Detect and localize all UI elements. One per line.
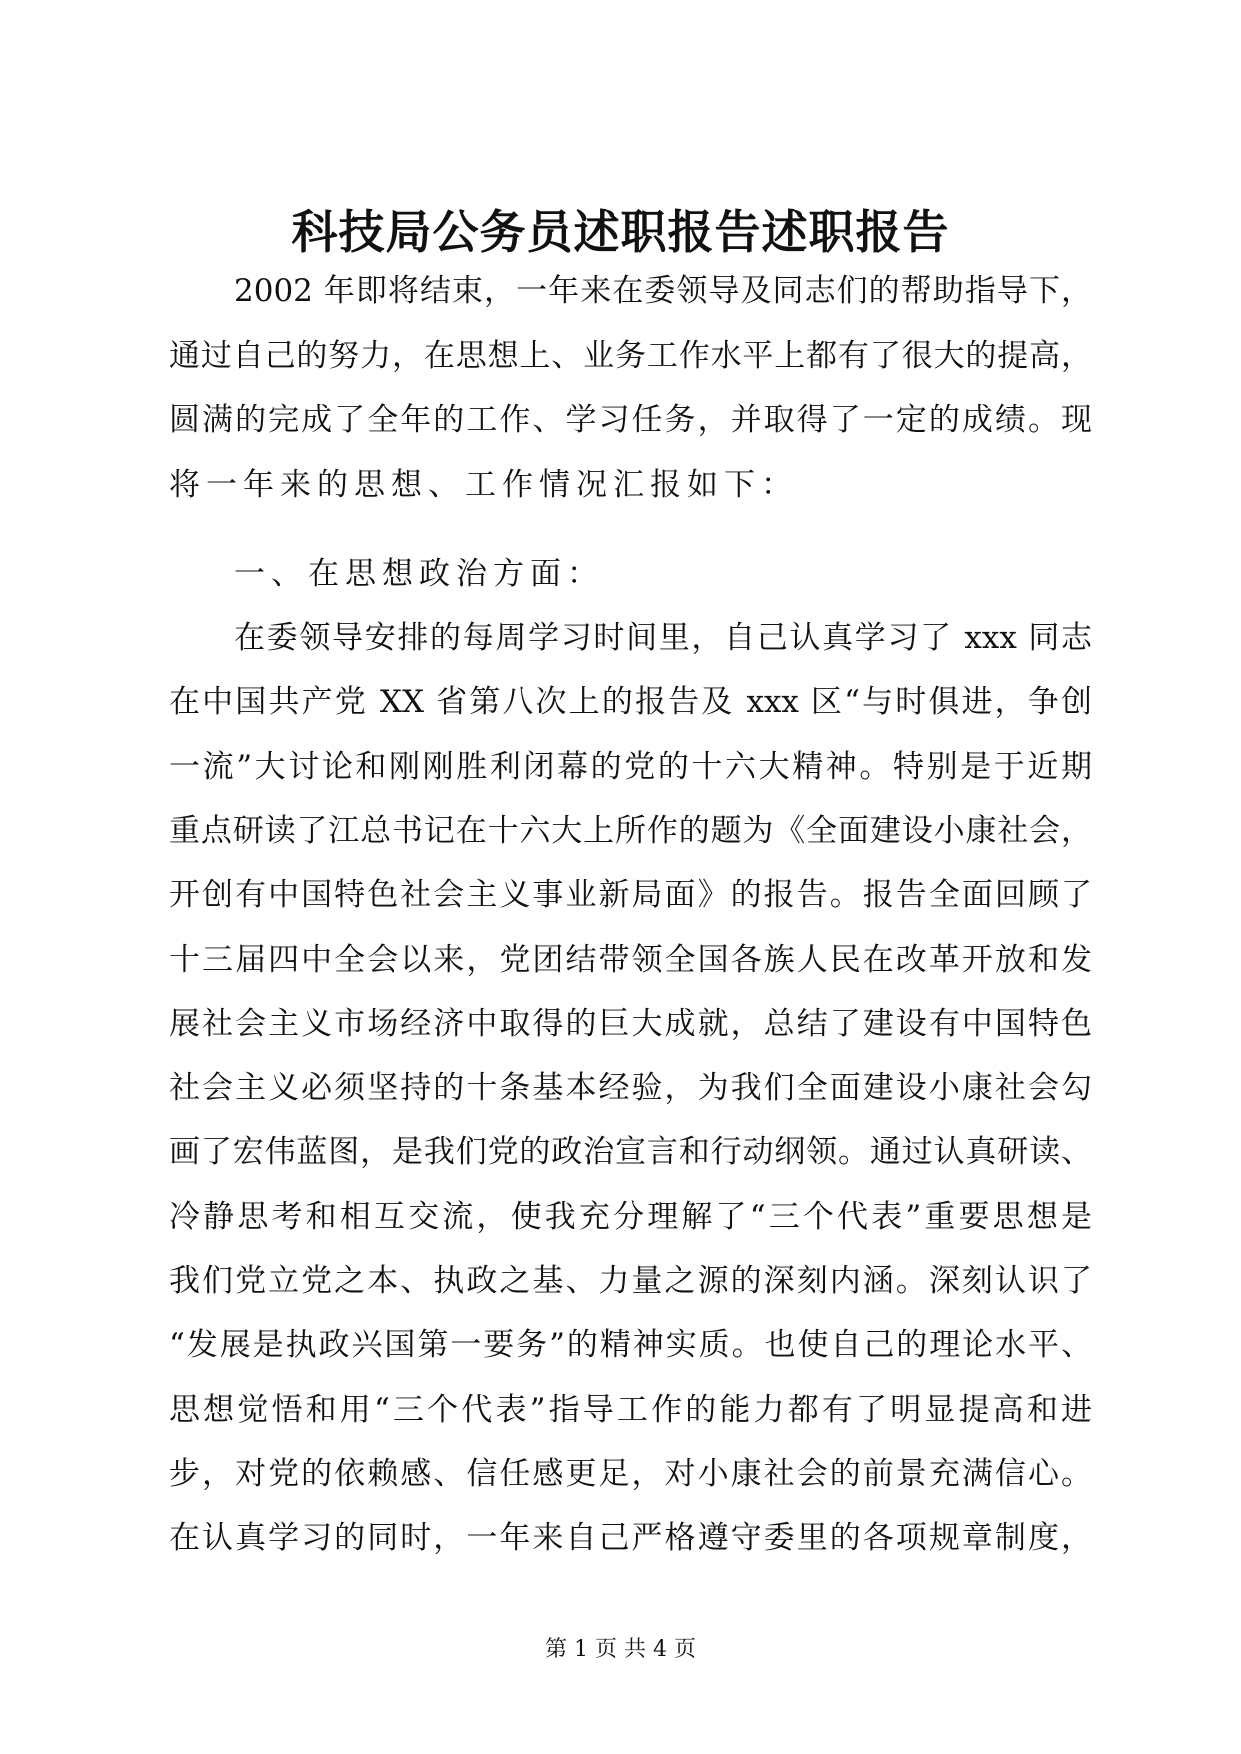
- document-title: 科技局公务员述职报告述职报告: [291, 205, 950, 259]
- paragraph-line: 通过自己的努力，在思想上、业务工作水平上都有了很大的提高，: [169, 338, 1092, 374]
- paragraph-line: 2002 年即将结束，一年来在委领导及同志们的帮助指导下，: [234, 273, 1092, 309]
- paragraph-line: 展社会主义市场经济中取得的巨大成就，总结了建设有中国特色: [169, 1005, 1092, 1042]
- paragraph-line: 一、在思想政治方面：: [234, 556, 604, 592]
- paragraph-line: 思想觉悟和用“三个代表”指导工作的能力都有了明显提高和进: [169, 1391, 1092, 1428]
- paragraph-line: 在认真学习的同时，一年来自己严格遵守委里的各项规章制度，: [169, 1520, 1092, 1557]
- paragraph-line: 一流”大讨论和刚刚胜利闭幕的党的十六大精神。特别是于近期: [169, 748, 1092, 785]
- paragraph-line: 在委领导安排的每周学习时间里，自己认真学习了 xxx 同志: [234, 620, 1092, 656]
- paragraph-line: 将一年来的思想、工作情况汇报如下：: [169, 467, 798, 503]
- paragraph-line: 开创有中国特色社会主义事业新局面》的报告。报告全面回顾了: [169, 877, 1092, 914]
- paragraph-line: 社会主义必须坚持的十条基本经验，为我们全面建设小康社会勾: [169, 1070, 1092, 1107]
- paragraph-line: 重点研读了江总书记在十六大上所作的题为《全面建设小康社会，: [169, 812, 1092, 849]
- paragraph-line: “发展是执政兴国第一要务”的精神实质。也使自己的理论水平、: [169, 1327, 1092, 1364]
- paragraph-line: 步，对党的依赖感、信任感更足，对小康社会的前景充满信心。: [169, 1455, 1092, 1492]
- paragraph-line: 在中国共产党 XX 省第八次上的报告及 xxx 区“与时俱进，争创: [169, 684, 1092, 721]
- page-footer: 第 1 页 共 4 页: [545, 1637, 696, 1662]
- paragraph-line: 十三届四中全会以来，党团结带领全国各族人民在改革开放和发: [169, 941, 1092, 978]
- paragraph-line: 冷静思考和相互交流，使我充分理解了“三个代表”重要思想是: [169, 1198, 1092, 1235]
- paragraph-line: 我们党立党之本、执政之基、力量之源的深刻内涵。深刻认识了: [169, 1263, 1092, 1299]
- paragraph-line: 画了宏伟蓝图，是我们党的政治宣言和行动纲领。通过认真研读、: [169, 1134, 1092, 1171]
- paragraph-line: 圆满的完成了全年的工作、学习任务，并取得了一定的成绩。现: [169, 402, 1092, 438]
